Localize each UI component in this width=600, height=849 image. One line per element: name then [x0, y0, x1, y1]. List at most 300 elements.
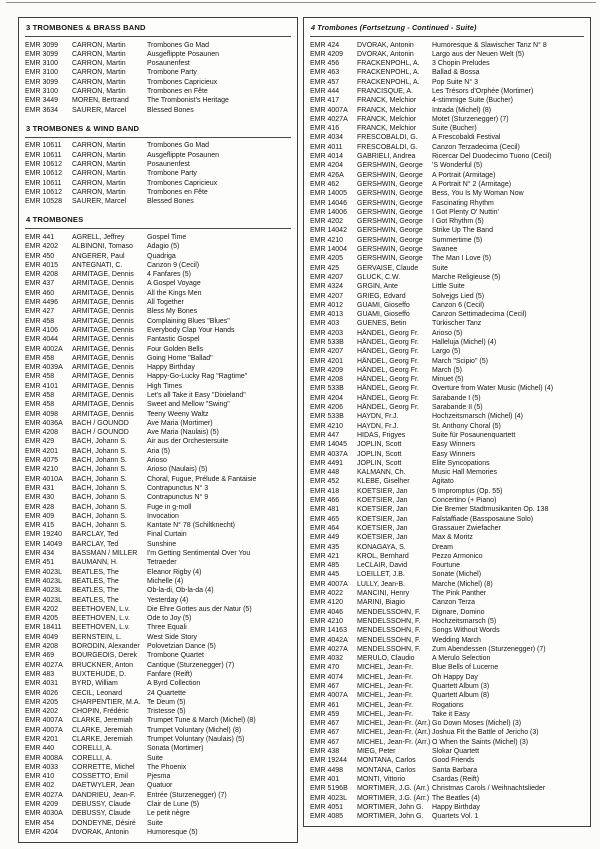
piece-title: The Phoenix: [147, 763, 187, 771]
table-row: [310, 171, 584, 180]
table-row: [25, 456, 291, 465]
table-row: [25, 335, 291, 344]
emr-code: EMR 454: [25, 819, 55, 827]
composer-name: MENDELSSOHN, F.: [357, 636, 421, 644]
composer-name: BEATLES, The: [72, 587, 119, 595]
table-row: [25, 484, 291, 493]
composer-name: LeCLAIR, David: [357, 562, 408, 570]
emr-code: EMR 4074: [310, 673, 344, 681]
composer-name: MICHEL, Jean-Fr.: [357, 673, 414, 681]
composer-name: BUXTEHUDE, D.: [72, 670, 127, 678]
emr-code: EMR 440: [25, 745, 55, 753]
table-row: [310, 254, 584, 263]
table-row: [310, 515, 584, 524]
piece-title: Te Deum (5): [147, 698, 186, 706]
piece-title: Quartets Vol. 1: [432, 813, 479, 821]
emr-code: EMR 457: [310, 78, 340, 86]
piece-title: A Byrd Collection: [147, 680, 201, 688]
emr-code: EMR 4206: [310, 404, 344, 412]
composer-name: BEETHOVEN, L.v.: [72, 615, 130, 623]
composer-name: ARMITAGE, Dennis: [72, 392, 134, 399]
table-row: [310, 264, 584, 273]
emr-code: EMR 410: [25, 773, 55, 781]
composer-name: GERVAISE, Claude: [357, 264, 419, 272]
emr-code: EMR 4034: [310, 134, 344, 142]
table-row: [25, 679, 291, 688]
piece-title: Swanee: [432, 246, 458, 254]
piece-title: Everybody Clap Your Hands: [147, 326, 235, 334]
piece-title: Suite: [432, 264, 448, 272]
composer-name: SAURER, Marcel: [72, 106, 127, 114]
catalog-column-right: [303, 17, 591, 827]
piece-title: Intrada (Michel) (8): [432, 106, 492, 114]
table-row: [25, 252, 291, 261]
composer-name: BACH, Johann S.: [72, 466, 127, 474]
composer-name: FRANCK, Melchior: [357, 115, 417, 123]
table-row: [310, 440, 584, 449]
emr-code: EMR 4027A: [25, 661, 63, 669]
table-row: [25, 419, 291, 428]
composer-name: DVORAK, Antonin: [357, 50, 414, 58]
table-row: [25, 363, 291, 372]
composer-name: FRESCOBALDI, G.: [357, 134, 418, 142]
catalog-page: [18, 17, 591, 843]
table-row: [310, 68, 584, 77]
emr-code: EMR 4207: [310, 348, 344, 356]
table-row: [310, 561, 584, 570]
emr-code: EMR 4027A: [310, 645, 348, 653]
composer-name: KONAGAYA, S.: [357, 543, 406, 551]
emr-code: EMR 4204: [25, 828, 59, 836]
emr-code: EMR 10612: [25, 188, 62, 196]
piece-title: Quartett Album (8): [432, 692, 490, 700]
piece-title: High Times: [147, 382, 183, 390]
table-row: [25, 772, 291, 781]
emr-code: EMR 4204: [310, 162, 344, 170]
emr-code: EMR 4201: [25, 447, 59, 455]
table-row: [310, 394, 584, 403]
table-row: [25, 726, 291, 735]
emr-code: EMR 19244: [310, 757, 347, 765]
composer-name: FRACKENPOHL, A.: [357, 78, 420, 86]
piece-title: I Got Plenty O' Nuttin': [432, 208, 499, 216]
catalog-section: [25, 212, 291, 837]
composer-name: ARMITAGE, Dennis: [72, 326, 134, 334]
piece-title: Trombones en Fête: [147, 87, 208, 95]
composer-name: BEATLES, The: [72, 596, 119, 604]
emr-code: EMR 425: [310, 264, 340, 272]
emr-code: EMR 10611: [25, 179, 62, 187]
piece-title: Quadriga: [147, 252, 176, 260]
emr-code: EMR 458: [25, 317, 55, 325]
table-row: [310, 347, 584, 356]
emr-code: EMR 417: [310, 97, 340, 105]
emr-code: EMR 456: [310, 60, 340, 68]
composer-name: MORTIMER, John G.: [357, 813, 424, 821]
table-row: [310, 87, 584, 96]
piece-title: Trombones en Fête: [147, 188, 208, 196]
emr-code: EMR 4011: [310, 143, 343, 151]
piece-title: Largo aus der Neuen Welt (5): [432, 50, 525, 58]
composer-name: KOETSIER, Jan: [357, 487, 408, 495]
emr-code: EMR 4075: [25, 457, 59, 465]
emr-code: EMR 461: [310, 701, 340, 709]
table-row: [310, 543, 584, 552]
composer-name: GERSHWIN, George: [357, 180, 423, 188]
emr-code: EMR 4203: [310, 329, 344, 337]
emr-code: EMR 4014: [310, 153, 344, 161]
piece-title: March (5): [432, 366, 462, 374]
table-row: [310, 78, 584, 87]
table-row: [25, 151, 291, 160]
emr-code: EMR 14049: [25, 540, 62, 548]
piece-title: Arioso: [147, 457, 167, 465]
composer-name: MICHEL, Jean-Fr. (Arr.): [357, 738, 431, 746]
table-row: [310, 738, 584, 747]
emr-code: EMR 4002A: [25, 345, 63, 353]
piece-title: Le petit nègre: [147, 810, 190, 818]
emr-code: EMR 533B: [310, 385, 344, 393]
table-row: [25, 279, 291, 288]
piece-title: Ballad & Bossa: [432, 69, 480, 77]
piece-title: Easy Winners: [432, 441, 476, 449]
piece-title: Cantique (Sturzenegger) (7): [147, 661, 235, 669]
composer-name: HÄNDEL, Georg Fr.: [357, 394, 419, 402]
table-row: [25, 791, 291, 800]
emr-code: EMR 14163: [310, 627, 347, 635]
piece-title: Happy Birthday: [432, 803, 480, 811]
composer-name: CARRON, Martin: [72, 78, 126, 86]
composer-name: BACH, Johann S.: [72, 494, 127, 502]
piece-title: Ave Maria (Naulais) (5): [147, 429, 219, 437]
emr-code: EMR 3100: [25, 87, 59, 95]
table-row: [310, 728, 584, 737]
composer-name: BACH, Johann S.: [72, 512, 127, 520]
emr-code: EMR 14046: [310, 199, 347, 207]
emr-code: EMR 4027A: [310, 115, 348, 123]
piece-title: A Frescobaldi Festival: [432, 134, 501, 142]
emr-code: EMR 460: [25, 289, 55, 297]
piece-title: The Pink Panther: [432, 590, 487, 598]
piece-title: March "Scipio" (5): [432, 357, 488, 365]
piece-title: Go Down Moses (Michel) (3): [432, 720, 522, 728]
table-row: [310, 784, 584, 793]
piece-title: Happy Birthday: [147, 364, 195, 372]
piece-title: I Got Rhythm (5): [432, 218, 484, 226]
emr-code: EMR 4023L: [310, 794, 347, 802]
composer-name: CARRON, Martin: [72, 179, 126, 187]
table-row: [310, 199, 584, 208]
table-row: [310, 570, 584, 579]
piece-title: Sarabande I (5): [432, 394, 481, 402]
piece-title: Fascinating Rhythm: [432, 199, 494, 207]
composer-name: ARMITAGE, Dennis: [72, 308, 134, 316]
table-row: [310, 161, 584, 170]
emr-code: EMR 483: [25, 670, 55, 678]
piece-title: Humoresque & Slawischer Tanz N° 8: [432, 41, 547, 49]
table-row: [310, 282, 584, 291]
piece-title: Air aus der Orchestersuite: [147, 438, 229, 446]
piece-title: Take it Easy: [432, 710, 470, 718]
table-row: [310, 50, 584, 59]
composer-name: MONTANA, Carlos: [357, 757, 416, 765]
piece-title: Summertime (5): [432, 236, 483, 244]
composer-name: JOPLIN, Scott: [357, 441, 402, 449]
emr-code: EMR 481: [310, 506, 340, 514]
piece-title: Agitato: [432, 478, 454, 486]
scan-edge-line: [6, 2, 596, 3]
composer-name: KALMANN, Ch.: [357, 469, 406, 477]
piece-title: Canzon Terza: [432, 599, 476, 607]
emr-code: EMR 4030A: [25, 810, 63, 818]
section-header: 3 TROMBONES & WIND BAND: [25, 121, 291, 138]
table-row: [25, 41, 291, 50]
emr-code: EMR 533B: [310, 339, 344, 346]
piece-title: Trumpet Voluntary (Naulais) (5): [147, 735, 245, 743]
emr-code: EMR 4036A: [25, 419, 63, 427]
table-row: [25, 623, 291, 632]
emr-code: EMR 447: [310, 431, 340, 439]
piece-title: Good Friends: [432, 757, 475, 765]
emr-code: EMR 452: [310, 478, 340, 486]
composer-name: GERSHWIN, George: [357, 227, 423, 235]
composer-name: BACH / GOUNOD: [72, 419, 129, 427]
piece-title: Largo (5): [432, 348, 461, 356]
table-row: [310, 403, 584, 412]
table-row: [25, 558, 291, 567]
composer-name: GRGIN, Ante: [357, 283, 398, 291]
table-row: [25, 326, 291, 335]
composer-name: CARRON, Martin: [72, 151, 126, 159]
composer-name: LOEILLET, J.B.: [357, 571, 405, 579]
table-row: [310, 747, 584, 756]
table-row: [310, 226, 584, 235]
emr-code: EMR 450: [25, 252, 55, 260]
composer-name: MERULO, Claudio: [357, 655, 415, 663]
emr-code: EMR 4207: [310, 273, 344, 281]
piece-title: Bess, You Is My Woman Now: [432, 190, 524, 198]
emr-code: EMR 427: [25, 308, 55, 316]
table-row: [25, 197, 291, 206]
composer-name: CARRON, Martin: [72, 41, 126, 49]
emr-code: EMR 4026: [25, 689, 59, 697]
emr-code: EMR 4202: [25, 708, 59, 716]
emr-code: EMR 4023L: [25, 568, 62, 576]
composer-name: CLARKE, Jeremiah: [72, 726, 133, 734]
table-row: [25, 735, 291, 744]
table-row: [310, 496, 584, 505]
table-row: [25, 400, 291, 409]
catalog-section: [310, 20, 584, 821]
piece-title: Canzon 6 (Cecil): [432, 301, 485, 309]
table-row: [310, 180, 584, 189]
composer-name: BACH, Johann S.: [72, 457, 127, 465]
section-header: 3 TROMBONES & BRASS BAND: [25, 20, 291, 37]
piece-title: Slokar Quartett: [432, 748, 480, 756]
table-row: [25, 160, 291, 169]
catalog-section: [25, 121, 291, 207]
emr-code: EMR 458: [25, 373, 55, 381]
section-header: 4 Trombones (Fortsetzung - Continued - Suite): [310, 20, 584, 37]
piece-title: Trumpet Voluntary (Michel) (8): [147, 726, 242, 734]
composer-name: CORELLI, A.: [72, 745, 113, 753]
piece-title: Zum Abendessen (Sturzenegger) (7): [432, 645, 546, 653]
composer-name: BACH, Johann S.: [72, 522, 127, 530]
composer-name: GERSHWIN, George: [357, 218, 423, 226]
table-row: [25, 512, 291, 521]
composer-name: HÄNDEL, Georg Fr.: [357, 339, 419, 346]
piece-title: Suite (Bucher): [432, 125, 477, 133]
piece-title: Trombones Go Mad: [147, 41, 209, 49]
emr-code: EMR 4205: [25, 698, 59, 706]
table-row: [25, 87, 291, 96]
piece-title: Complaining Blues "Blues": [147, 317, 230, 325]
emr-code: EMR 435: [310, 543, 340, 551]
composer-name: KOETSIER, Jan: [357, 534, 408, 542]
piece-title: Dream: [432, 543, 454, 551]
emr-code: EMR 4023L: [25, 596, 62, 604]
composer-name: JOPLIN, Scott: [357, 450, 402, 458]
piece-title: Arioso (5): [432, 329, 463, 337]
composer-name: ARMITAGE, Dennis: [72, 317, 134, 325]
composer-name: FRANCK, Melchior: [357, 97, 417, 105]
emr-code: EMR 465: [310, 515, 340, 523]
piece-title: The Beatles (4): [432, 794, 480, 802]
piece-title: Santa Barbara: [432, 766, 478, 774]
emr-code: EMR 463: [310, 69, 340, 77]
table-row: [310, 524, 584, 533]
emr-code: EMR 4208: [25, 643, 59, 651]
emr-code: EMR 438: [310, 748, 340, 756]
emr-code: EMR 533B: [310, 413, 344, 421]
emr-code: EMR 4208: [25, 271, 59, 279]
piece-title: Quatuor: [147, 782, 173, 790]
piece-title: Yesterday (4): [147, 596, 189, 604]
piece-title: Trombones Capricieux: [147, 179, 218, 187]
table-row: [310, 505, 584, 514]
table-row: [25, 596, 291, 605]
table-row: [25, 828, 291, 837]
composer-name: AGRELL, Jeffrey: [72, 233, 125, 241]
piece-title: Ave Maria (Mortimer): [147, 419, 213, 427]
table-row: [310, 682, 584, 691]
table-row: [310, 645, 584, 654]
piece-title: Adagio (5): [147, 243, 180, 251]
piece-title: Hochzeitsmarsch (5): [432, 617, 497, 625]
table-row: [310, 245, 584, 254]
piece-title: O When the Saints (Michel) (3): [432, 738, 529, 746]
table-row: [310, 794, 584, 803]
table-row: [25, 188, 291, 197]
emr-code: EMR 4491: [310, 459, 344, 467]
table-row: [25, 521, 291, 530]
piece-title: Elite Syncopations: [432, 459, 490, 467]
composer-name: MICHEL, Jean-Fr.: [357, 682, 414, 690]
emr-code: EMR 448: [310, 469, 340, 477]
piece-title: Sonate (Michel): [432, 571, 482, 579]
emr-code: EMR 415: [25, 522, 55, 530]
table-row: [25, 670, 291, 679]
emr-code: EMR 4007A: [25, 726, 63, 734]
emr-code: EMR 467: [310, 738, 340, 746]
emr-code: EMR 4201: [25, 735, 59, 743]
composer-name: FRANCK, Melchior: [357, 106, 417, 114]
piece-title: Tristesse (5): [147, 708, 186, 716]
piece-title: Minuet (5): [432, 376, 464, 384]
piece-title: A Portrait (Armitage): [432, 171, 496, 179]
table-row: [310, 487, 584, 496]
table-row: [25, 437, 291, 446]
piece-title: Four Golden Bells: [147, 345, 204, 353]
composer-name: GERSHWIN, George: [357, 171, 423, 179]
piece-title: Trumpet Tune & March (Michel) (8): [147, 717, 256, 725]
emr-code: EMR 14005: [310, 190, 347, 198]
emr-code: EMR 4208: [25, 429, 59, 437]
composer-name: ANGERER, Paul: [72, 252, 125, 260]
emr-code: EMR 4085: [310, 813, 344, 821]
piece-title: Ricercar Del Duodecimo Tuono (Cecil): [432, 153, 552, 161]
emr-code: EMR 421: [310, 552, 340, 560]
piece-title: Suite: [147, 819, 163, 827]
composer-name: ARMITAGE, Dennis: [72, 271, 134, 279]
composer-name: ARMITAGE, Dennis: [72, 336, 134, 344]
composer-name: GERSHWIN, George: [357, 236, 423, 244]
composer-name: KOETSIER, Jan: [357, 515, 408, 523]
emr-code: EMR 467: [310, 729, 340, 737]
emr-code: EMR 3099: [25, 78, 59, 86]
table-row: [25, 96, 291, 105]
composer-name: GUAMI, Gioseffo: [357, 311, 410, 319]
composer-name: FRESCOBALDI, G.: [357, 143, 418, 151]
emr-code: EMR 10612: [25, 160, 62, 168]
table-row: [25, 345, 291, 354]
table-row: [25, 781, 291, 790]
emr-code: EMR 4010A: [25, 475, 63, 483]
composer-name: BEATLES, The: [72, 577, 119, 585]
composer-name: GABRIELI, Andrea: [357, 153, 416, 161]
piece-title: Joshua Fit the Battle of Jericho (3): [432, 729, 539, 737]
table-row: [310, 292, 584, 301]
table-row: [310, 468, 584, 477]
table-row: [25, 614, 291, 623]
composer-name: ARMITAGE, Dennis: [72, 373, 134, 381]
composer-name: SAURER, Marcel: [72, 198, 127, 206]
composer-name: GLUCK, C.W.: [357, 273, 401, 281]
emr-code: EMR 4208: [310, 376, 344, 384]
composer-name: MORTIMER, J.G. (Arr.): [357, 785, 430, 793]
table-row: [310, 673, 584, 682]
piece-title: Invocation: [147, 512, 179, 520]
composer-name: BACH, Johann S.: [72, 447, 127, 455]
emr-code: EMR 4098: [25, 410, 59, 418]
table-row: [25, 372, 291, 381]
emr-code: EMR 469: [25, 652, 55, 660]
composer-name: MICHEL, Jean-Fr. (Arr.): [357, 720, 431, 728]
table-row: [310, 133, 584, 142]
table-row: [25, 261, 291, 270]
composer-name: CARRON, Martin: [72, 69, 126, 77]
composer-name: CECIL, Leonard: [72, 689, 123, 697]
composer-name: CORRETTE, Michel: [72, 763, 135, 771]
table-row: [25, 289, 291, 298]
table-row: [25, 493, 291, 502]
table-row: [310, 310, 584, 319]
composer-name: ARMITAGE, Dennis: [72, 299, 134, 307]
composer-name: HÄNDEL, Georg Fr.: [357, 404, 419, 412]
composer-name: MONTI, Vittorio: [357, 775, 406, 783]
table-row: [310, 189, 584, 198]
emr-code: EMR 3099: [25, 41, 59, 49]
